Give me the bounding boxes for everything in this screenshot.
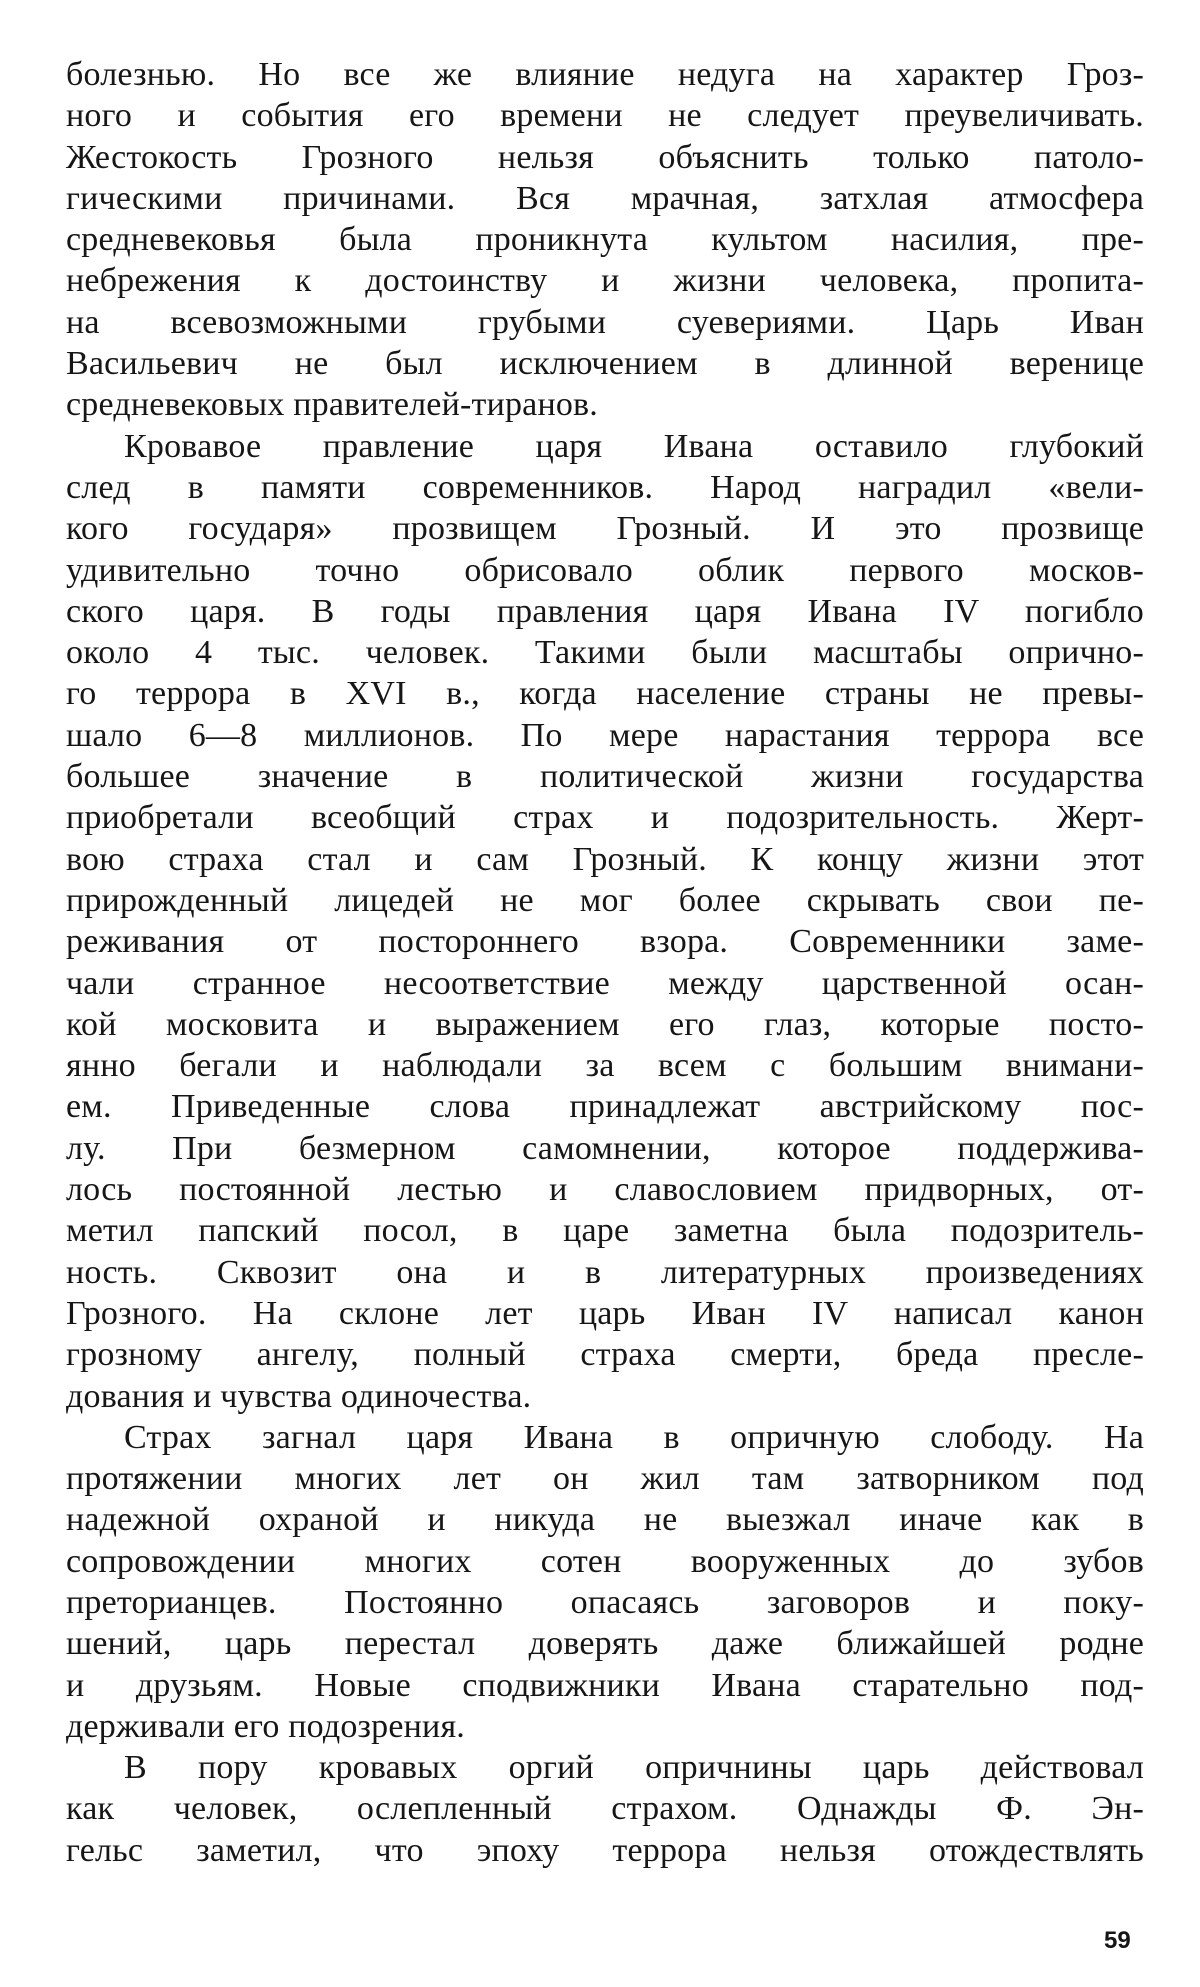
text-line: протяжении многих лет он жил там затворником под xyxy=(66,1460,1144,1498)
paragraph xyxy=(66,1417,1144,1747)
text-line: как человек, ослепленный страхом. Однажды Ф. Эн- xyxy=(66,1790,1144,1828)
text-line: грозному ангелу, полный страха смерти, бреда пресле- xyxy=(66,1336,1144,1374)
text-line: дования и чувства одиночества. xyxy=(66,1377,532,1415)
paragraph xyxy=(66,1747,1144,1871)
text-line: прирожденный лицедей не мог более скрывать свои пе- xyxy=(66,881,1144,919)
text-line: приобретали всеобщий страх и подозрительность. Жерт- xyxy=(66,799,1144,837)
text-line: средневековых правителей-тиранов. xyxy=(66,386,599,424)
text-line: на всевозможными грубыми суевериями. Царь Иван xyxy=(66,303,1144,341)
page-number: 59 xyxy=(1104,1927,1131,1954)
text-line: лу. При безмерном самомнении, которое поддержива- xyxy=(66,1129,1144,1167)
text-line: держивали его подозрения. xyxy=(66,1707,465,1745)
text-line: Грозного. На склоне лет царь Иван IV написал канон xyxy=(66,1294,1144,1332)
text-line: метил папский посол, в царе заметна была подозритель- xyxy=(66,1212,1144,1250)
text-line: большее значение в политической жизни государства xyxy=(66,758,1144,796)
text-line: около 4 тыс. человек. Такими были масштабы опрично- xyxy=(66,634,1144,672)
text-line: кой московита и выражением его глаз, которые посто- xyxy=(66,1005,1144,1043)
text-line: шало 6—8 миллионов. По мере нарастания террора все xyxy=(66,716,1144,754)
text-line: болезнью. Но все же влияние недуга на характер Гроз- xyxy=(66,56,1144,93)
text-line: Жестокость Грозного нельзя объяснить только патоло- xyxy=(66,138,1144,176)
text-line: Васильевич не был исключением в длинной веренице xyxy=(66,345,1144,383)
text-line: средневековья была проникнута культом насилия, пре- xyxy=(66,221,1144,259)
text-line: В пору кровавых оргий опричнины царь действовал xyxy=(124,1749,1144,1787)
text-line: небрежения к достоинству и жизни человека, пропита- xyxy=(66,262,1144,300)
text-line: Кровавое правление царя Ивана оставило глубокий xyxy=(124,427,1144,465)
body-text xyxy=(66,54,1144,1871)
text-line: преторианцев. Постоянно опасаясь заговоров и поку- xyxy=(66,1583,1144,1621)
text-line: гельс заметил, что эпоху террора нельзя отождествлять xyxy=(66,1831,1144,1869)
text-line: гическими причинами. Вся мрачная, затхлая атмосфера xyxy=(66,179,1144,217)
text-line: сопровождении многих сотен вооруженных до зубов xyxy=(66,1542,1144,1580)
text-line: и друзьям. Новые сподвижники Ивана старательно под- xyxy=(66,1666,1144,1704)
text-line: реживания от постороннего взора. Современники заме- xyxy=(66,923,1144,961)
text-line: шений, царь перестал доверять даже ближайшей родне xyxy=(66,1625,1144,1663)
text-line: янно бегали и наблюдали за всем с большим внимани- xyxy=(66,1047,1144,1085)
text-line: след в памяти современников. Народ наградил «вели- xyxy=(66,468,1144,506)
text-line: ного и события его времени не следует преувеличивать. xyxy=(66,97,1144,135)
text-line: ского царя. В годы правления царя Ивана IV погибло xyxy=(66,592,1144,630)
paragraph xyxy=(66,426,1144,1417)
text-line: ем. Приведенные слова принадлежат австрийскому пос- xyxy=(66,1088,1144,1126)
text-line: ность. Сквозит она и в литературных произведениях xyxy=(66,1253,1144,1291)
text-line: Страх загнал царя Ивана в опричную слободу. На xyxy=(124,1418,1144,1456)
text-line: удивительно точно обрисовало облик первого москов- xyxy=(66,551,1144,589)
paragraph xyxy=(66,54,1144,426)
text-line: лось постоянной лестью и славословием придворных, от- xyxy=(66,1171,1144,1209)
text-line: надежной охраной и никуда не выезжал иначе как в xyxy=(66,1501,1144,1539)
text-line: вою страха стал и сам Грозный. К концу жизни этот xyxy=(66,840,1144,878)
text-line: чали странное несоответствие между царственной осан- xyxy=(66,964,1144,1002)
text-line: го террора в XVI в., когда население страны не превы- xyxy=(66,675,1144,713)
text-line: кого государя» прозвищем Грозный. И это прозвище xyxy=(66,510,1144,548)
